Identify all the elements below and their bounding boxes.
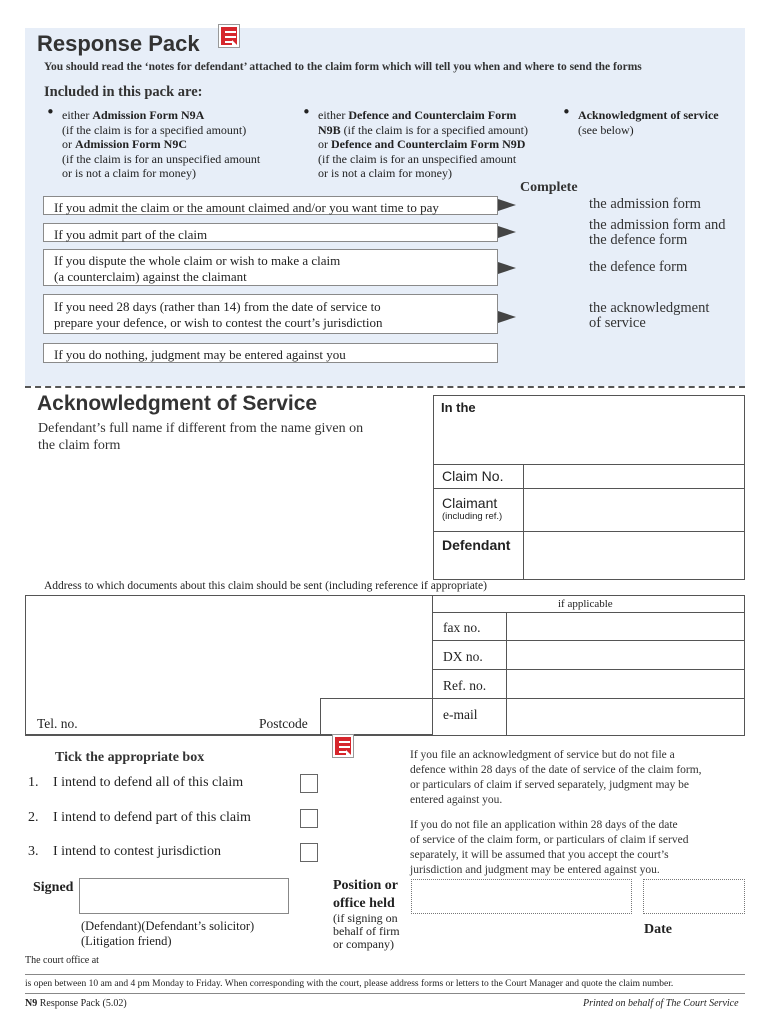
claimant-sublabel: (including ref.) — [442, 511, 503, 522]
date-label: Date — [644, 922, 672, 937]
signed-sublabel: (Defendant)(Defendant’s solicitor) (Litigation friend) — [81, 919, 255, 948]
defend-all-checkbox[interactable] — [300, 774, 318, 793]
email-label: e-mail — [443, 707, 478, 722]
included-heading: Included in this pack are: — [44, 84, 203, 100]
option-number: 1. — [28, 775, 39, 790]
claimant-label: Claimant — [442, 495, 498, 511]
tick-heading: Tick the appropriate box — [55, 750, 205, 765]
postcode-field[interactable] — [321, 699, 433, 735]
option-dispute-claim: If you dispute the whole claim or wish to make a claim (a counterclaim) against the claimant — [43, 249, 498, 286]
instruction-text: You should read the ‘notes for defendant’ attached to the claim form which will tell you when and where to send the forms — [44, 61, 642, 73]
tel-label: Tel. no. — [37, 716, 78, 731]
option-need-28-days: If you need 28 days (rather than 14) from the date of service to prepare your defence, or wish to contest the court’s jurisdiction — [43, 294, 498, 334]
option-do-nothing: If you do nothing, judgment may be entered against you — [43, 343, 498, 363]
claim-no-field[interactable] — [524, 465, 744, 487]
response-pack-title: Response Pack — [37, 31, 200, 56]
form-document-icon — [219, 25, 239, 47]
complete-heading: Complete — [520, 180, 578, 195]
option-number: 2. — [28, 810, 39, 825]
court-name-field[interactable] — [434, 416, 744, 463]
contest-jurisdiction-checkbox[interactable] — [300, 843, 318, 862]
email-field[interactable] — [507, 699, 744, 735]
option-admit-part: If you admit part of the claim — [43, 223, 498, 242]
note-jurisdiction: If you do not file an application within 28 days of the date of service of the claim form, or particulars of claim if served separately, it will be assumed that you accept the court’s jurisdiction and judgment may be entered against you. — [410, 819, 689, 876]
postcode-label: Postcode — [259, 716, 308, 731]
signature-field[interactable] — [79, 878, 289, 914]
defendant-label: Defendant — [442, 537, 511, 553]
defendant-field[interactable] — [524, 532, 744, 579]
arrow-icon — [498, 226, 516, 238]
in-the-label: In the — [441, 400, 476, 415]
pack-item-admission: • either Admission Form N9A (if the claim is for a specified amount) or Admission Form N9C (if the claim is for an unspecified amount or is not a claim for money) — [46, 103, 261, 180]
pack-item-acknowledgment: • Acknowledgment of service (see below) — [562, 103, 719, 137]
fullname-label: Defendant’s full name if different from the name given on the claim form — [38, 421, 364, 453]
if-applicable-label: if applicable — [558, 598, 613, 610]
claim-no-label: Claim No. — [442, 468, 504, 484]
option-defend-part-label: I intend to defend part of this claim — [53, 810, 251, 825]
position-field[interactable] — [411, 879, 632, 914]
ref-field[interactable] — [507, 670, 744, 698]
option-admit-claim: If you admit the claim or the amount claimed and/or you want time to pay — [43, 196, 498, 215]
claimant-field[interactable] — [524, 489, 744, 530]
result-acknowledgment: the acknowledgment of service — [589, 300, 710, 331]
date-field[interactable] — [643, 879, 745, 914]
address-label: Address to which documents about this claim should be sent (including reference if appropriate) — [44, 580, 487, 592]
result-defence-form: the defence form — [589, 259, 688, 275]
dx-field[interactable] — [507, 641, 744, 669]
defend-part-checkbox[interactable] — [300, 809, 318, 828]
ref-label: Ref. no. — [443, 678, 487, 693]
cut-line — [25, 386, 745, 388]
form-code: N9 Response Pack (5.02) — [25, 998, 127, 1009]
fax-field[interactable] — [507, 613, 744, 640]
arrow-icon — [498, 311, 516, 323]
position-label: Position or office held — [333, 878, 398, 911]
opening-hours-text: is open between 10 am and 4 pm Monday to Friday. When corresponding with the court, please address forms or letters to the Court Manager and quote the claim number. — [25, 979, 674, 989]
signed-label: Signed — [33, 880, 74, 895]
printed-by: Printed on behalf of The Court Service — [583, 998, 739, 1009]
option-number: 3. — [28, 844, 39, 859]
arrow-icon — [498, 262, 516, 274]
result-admission-form: the admission form — [589, 196, 701, 212]
pack-item-defence: • either Defence and Counterclaim Form N9B (if the claim is for a specified amount) or Defence and Counterclaim Form N9D (if the claim is for an unspecified amount or is not a claim for money) — [302, 103, 528, 180]
court-office-label: The court office at — [25, 955, 99, 966]
dx-label: DX no. — [443, 649, 483, 664]
note-judgment: If you file an acknowledgment of service but do not file a defence within 28 days of the date of service of the claim form, or particulars of claim if served separately, judgment may be entered against you. — [410, 749, 702, 806]
ack-title: Acknowledgment of Service — [37, 392, 318, 415]
option-contest-label: I intend to contest jurisdiction — [53, 844, 221, 859]
form-document-icon — [333, 735, 353, 757]
position-sublabel: (if signing on behalf of firm or company) — [333, 911, 400, 951]
fax-label: fax no. — [443, 620, 481, 635]
option-defend-all-label: I intend to defend all of this claim — [53, 775, 244, 790]
result-admission-defence: the admission form and the defence form — [589, 217, 726, 248]
arrow-icon — [498, 199, 516, 211]
